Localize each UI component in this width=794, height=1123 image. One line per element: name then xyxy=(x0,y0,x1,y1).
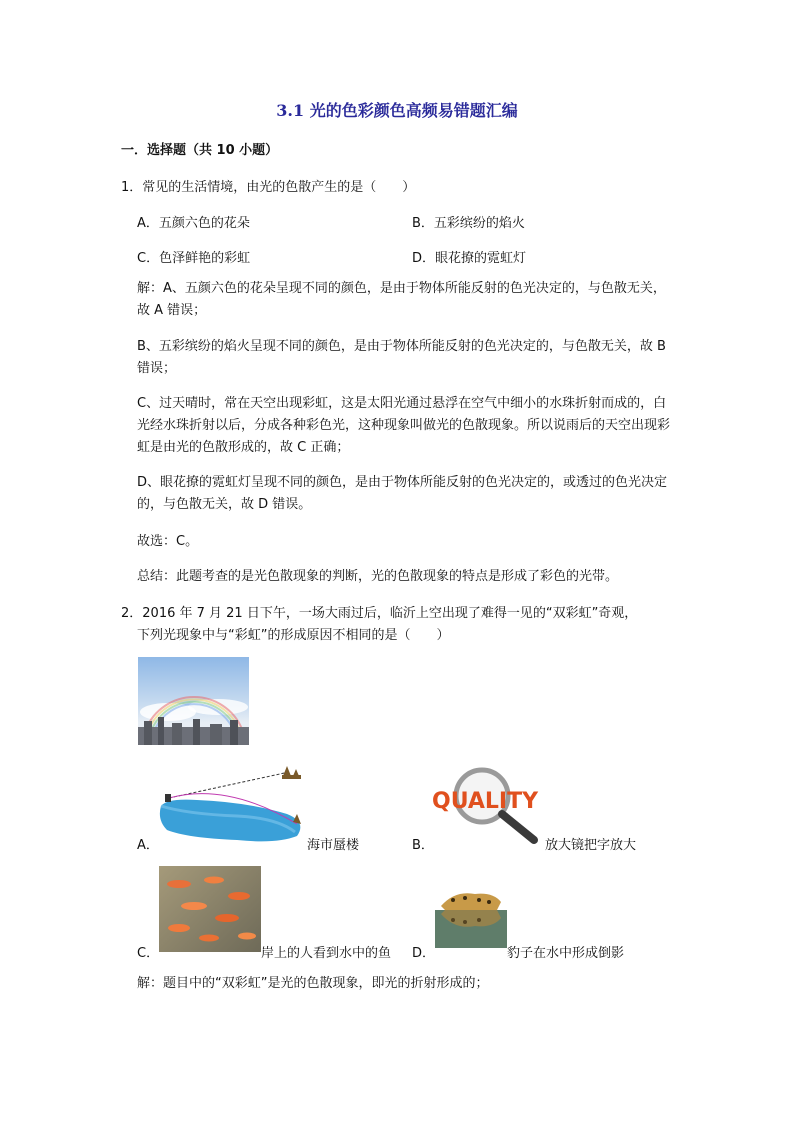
question-2-stem-line1: 2．2016 年 7 月 21 日下午，一场大雨过后，临沂上空出现了难得一见的“双彩虹”奇观， xyxy=(121,606,638,621)
question-2-stem-line2: 下列光现象中与“彩虹”的形成原因不相同的是（ ） xyxy=(137,628,450,643)
q1-summary: 总结：此题考查的是光色散现象的判断，光的色散现象的特点是形成了彩色的光带。 xyxy=(137,569,619,584)
q2-solution: 解：题目中的“双彩虹”是光的色散现象，即光的折射形成的； xyxy=(137,976,489,991)
q1-option-c: C．色泽鲜艳的彩虹 xyxy=(137,251,251,266)
q2-option-b-text: 放大镜把字放大 xyxy=(545,838,637,853)
question-1-stem: 1．常见的生活情境，由光的色散产生的是（ ） xyxy=(121,180,416,195)
q1-option-d: D．眼花撩的霓虹灯 xyxy=(412,251,527,266)
q2-option-d-letter: D． xyxy=(412,946,436,961)
q2-option-c-letter: C． xyxy=(137,946,160,961)
magnifier-illustration xyxy=(430,766,542,844)
rainbow-illustration xyxy=(138,657,249,745)
fish-illustration xyxy=(159,866,261,952)
q1-solution-b: B、五彩缤纷的焰火呈现不同的颜色，是由于物体所能反射的色光决定的，与色散无关，故 B 错误； xyxy=(137,339,666,376)
leopard-photo xyxy=(435,876,507,948)
mirage-diagram xyxy=(157,762,307,846)
q1-solution-a: 解：A、五颜六色的花朵呈现不同的颜色，是由于物体所能反射的色光决定的，与色散无关，故 A 错误； xyxy=(137,281,666,318)
q2-option-c-text: 岸上的人看到水中的鱼 xyxy=(261,946,392,961)
q1-option-b: B．五彩缤纷的焰火 xyxy=(412,216,525,231)
q2-option-a-letter: A． xyxy=(137,838,159,853)
q2-option-b-letter: B． xyxy=(412,838,434,853)
q1-option-a: A．五颜六色的花朵 xyxy=(137,216,250,231)
q1-answer: 故选：C。 xyxy=(137,534,199,549)
q2-option-a-text: 海市蜃楼 xyxy=(307,838,360,853)
q1-solution-d: D、眼花撩的霓虹灯呈现不同的颜色，是由于物体所能反射的色光决定的，或透过的色光决定的，与色散无关，故 D 错误。 xyxy=(137,475,668,512)
fish-photo xyxy=(159,866,261,952)
quality-word: QUALITY xyxy=(432,789,539,814)
magnifier-photo xyxy=(430,766,542,844)
leopard-illustration xyxy=(435,876,507,948)
rainbow-photo xyxy=(138,657,249,745)
q2-option-d-text: 豹子在水中形成倒影 xyxy=(507,946,625,961)
q1-solution-c: C、过天晴时，常在天空出现彩虹，这是太阳光通过悬浮在空气中细小的水珠折射而成的，白光经水珠折射以后，分成各种彩色光，这种现象叫做光的色散现象。所以说雨后的天空出现彩虹是由光的色散形成的，故 C 正确； xyxy=(137,396,671,455)
section-heading: 一．选择题（共 10 小题） xyxy=(121,143,279,158)
mirage-illustration xyxy=(157,762,307,846)
page-title: 3.1 光的色彩颜色高频易错题汇编 xyxy=(276,101,518,120)
